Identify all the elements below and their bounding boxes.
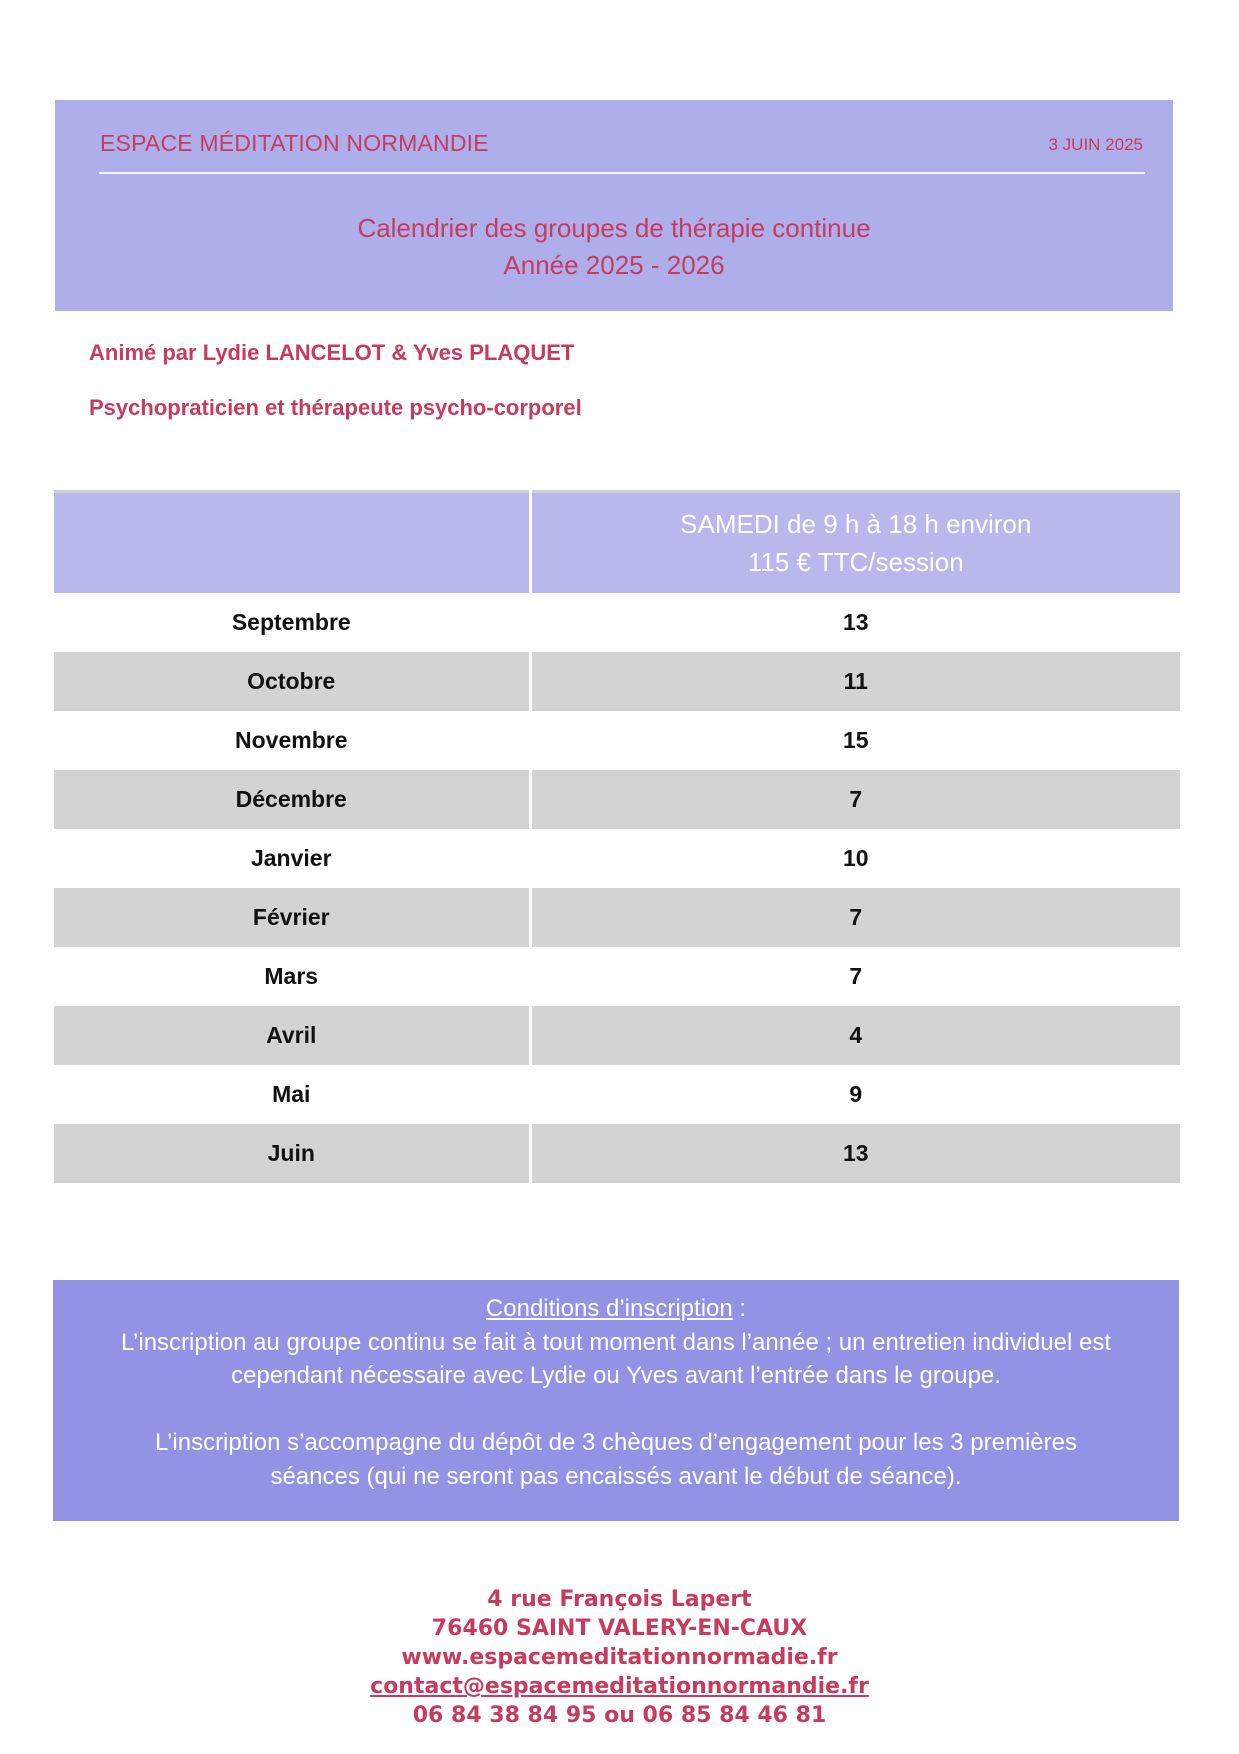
address-street: 4 rue François Lapert <box>487 1587 752 1612</box>
column-header-schedule: SAMEDI de 9 h à 18 h environ <box>680 509 1032 539</box>
hosts-line: Animé par Lydie LANCELOT & Yves PLAQUET <box>89 340 575 365</box>
conditions-p2-line1: L’inscription s’accompagne du dépôt de 3 chèques d’engagement pour les 3 premières <box>155 1429 1077 1456</box>
month-cell: Mai <box>54 1065 530 1124</box>
day-cell: 13 <box>530 1124 1180 1183</box>
day-cell: 11 <box>530 652 1180 711</box>
contact-footer <box>0 1585 1239 1730</box>
conditions-title: Conditions d’inscription <box>485 1295 733 1322</box>
column-header-price: 115 € TTC/session <box>747 547 964 577</box>
conditions-p1-line2: cependant nécessaire avec Lydie ou Yves avant l’entrée dans le groupe. <box>231 1362 1001 1389</box>
month-cell: Décembre <box>54 770 530 829</box>
table-row <box>54 947 1180 1006</box>
page-title <box>55 210 1173 284</box>
table-row <box>54 652 1180 711</box>
day-cell: 13 <box>530 593 1180 652</box>
table-row <box>54 1124 1180 1183</box>
phone-numbers: 06 84 38 84 95 ou 06 85 84 46 81 <box>412 1703 827 1728</box>
day-cell: 7 <box>530 947 1180 1006</box>
month-cell: Janvier <box>54 829 530 888</box>
table-header-row <box>54 492 1180 594</box>
conditions-spacer <box>53 1393 1179 1427</box>
conditions-p1-line1: L’inscription au groupe continu se fait à tout moment dans l’année ; un entretien individuel est <box>121 1328 1111 1356</box>
table-row <box>54 1065 1180 1124</box>
conditions-p2-line2: séances (qui ne seront pas encaissés avant le début de séance). <box>270 1462 962 1490</box>
month-cell: Septembre <box>54 593 530 652</box>
table-row <box>54 711 1180 770</box>
month-cell: Mars <box>54 947 530 1006</box>
title-line-1: Calendrier des groupes de thérapie continue <box>357 213 871 243</box>
month-cell: Juin <box>54 1124 530 1183</box>
month-cell: Avril <box>54 1006 530 1065</box>
website-link[interactable]: www.espacemeditationnormadie.fr <box>401 1645 838 1670</box>
month-column-header <box>54 492 530 594</box>
day-cell: 15 <box>530 711 1180 770</box>
conditions-title-suffix: : <box>732 1295 747 1322</box>
document-date: 3 JUIN 2025 <box>1048 135 1143 154</box>
month-cell: Novembre <box>54 711 530 770</box>
table-row <box>54 829 1180 888</box>
table-row <box>54 770 1180 829</box>
month-cell: Octobre <box>54 652 530 711</box>
day-cell: 4 <box>530 1006 1180 1065</box>
title-line-2: Année 2025 - 2026 <box>503 250 725 280</box>
table-row <box>54 888 1180 947</box>
table-row <box>54 593 1180 652</box>
day-cell: 9 <box>530 1065 1180 1124</box>
day-cell: 7 <box>530 770 1180 829</box>
conditions-box <box>53 1280 1179 1521</box>
header-divider <box>99 172 1145 174</box>
day-column-header <box>530 492 1180 594</box>
schedule-table <box>54 490 1180 1183</box>
conditions-heading <box>53 1292 1179 1326</box>
address-city: 76460 SAINT VALERY-EN-CAUX <box>431 1616 808 1641</box>
org-name: ESPACE MÉDITATION NORMANDIE <box>100 130 489 156</box>
table-row <box>54 1006 1180 1065</box>
profession-line: Psychopraticien et thérapeute psycho-corporel <box>89 395 582 420</box>
email-link[interactable]: contact@espacemeditationnormandie.fr <box>370 1674 869 1699</box>
month-cell: Février <box>54 888 530 947</box>
day-cell: 10 <box>530 829 1180 888</box>
header-banner <box>55 100 1173 311</box>
day-cell: 7 <box>530 888 1180 947</box>
